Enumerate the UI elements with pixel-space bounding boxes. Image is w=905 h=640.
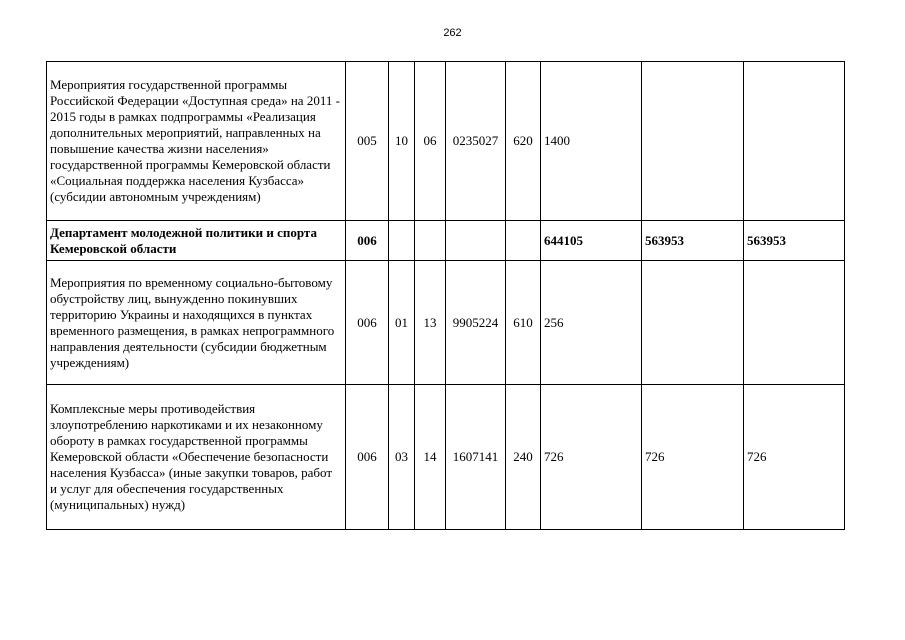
amount-year-3: 726 [744,385,845,530]
amount-year-2 [642,261,744,385]
ministry-code: 006 [346,261,389,385]
target-article-code: 1607141 [446,385,506,530]
amount-year-2: 726 [642,385,744,530]
section-code: 01 [389,261,415,385]
amount-year-1: 726 [541,385,642,530]
row-description: Департамент молодежной политики и спорта Кемеровской области [47,221,346,261]
ministry-code: 006 [346,385,389,530]
subsection-code: 14 [415,385,446,530]
section-code: 10 [389,62,415,221]
subsection-code [415,221,446,261]
amount-year-3: 563953 [744,221,845,261]
target-article-code: 0235027 [446,62,506,221]
amount-year-3 [744,261,845,385]
amount-year-1: 256 [541,261,642,385]
expense-type-code: 240 [506,385,541,530]
section-code [389,221,415,261]
table-row [47,62,845,221]
amount-year-2: 563953 [642,221,744,261]
row-description: Мероприятия государственной программы Российской Федерации «Доступная среда» на 2011 - 2015 годы в рамках подпрограммы «Реализация дополнительных мероприятий, направленных на повышение качества жизни населения» государственной программы Кемеровской области «Социальная поддержка населения Кузбасса» (субсидии автономным учреждениям) [47,62,346,221]
table-row [47,221,845,261]
expense-type-code [506,221,541,261]
budget-table [46,61,845,530]
table-row [47,385,845,530]
ministry-code: 005 [346,62,389,221]
target-article-code: 9905224 [446,261,506,385]
table-row [47,261,845,385]
expense-type-code: 610 [506,261,541,385]
amount-year-2 [642,62,744,221]
page-number: 262 [443,27,462,39]
amount-year-1: 1400 [541,62,642,221]
subsection-code: 06 [415,62,446,221]
ministry-code: 006 [346,221,389,261]
amount-year-1: 644105 [541,221,642,261]
expense-type-code: 620 [506,62,541,221]
subsection-code: 13 [415,261,446,385]
amount-year-3 [744,62,845,221]
row-description: Комплексные меры противодействия злоупотреблению наркотиками и их незаконному обороту в рамках государственной программы Кемеровской области «Обеспечение безопасности населения Кузбасса» (иные закупки товаров, работ и услуг для обеспечения государственных (муниципальных) нужд) [47,385,346,530]
target-article-code [446,221,506,261]
row-description: Мероприятия по временному социально-бытовому обустройству лиц, вынужденно покинувших территорию Украины и находящихся в пунктах временного размещения, в рамках непрограммного направления деятельности (субсидии бюджетным учреждениям) [47,261,346,385]
section-code: 03 [389,385,415,530]
budget-table-body [47,62,845,530]
